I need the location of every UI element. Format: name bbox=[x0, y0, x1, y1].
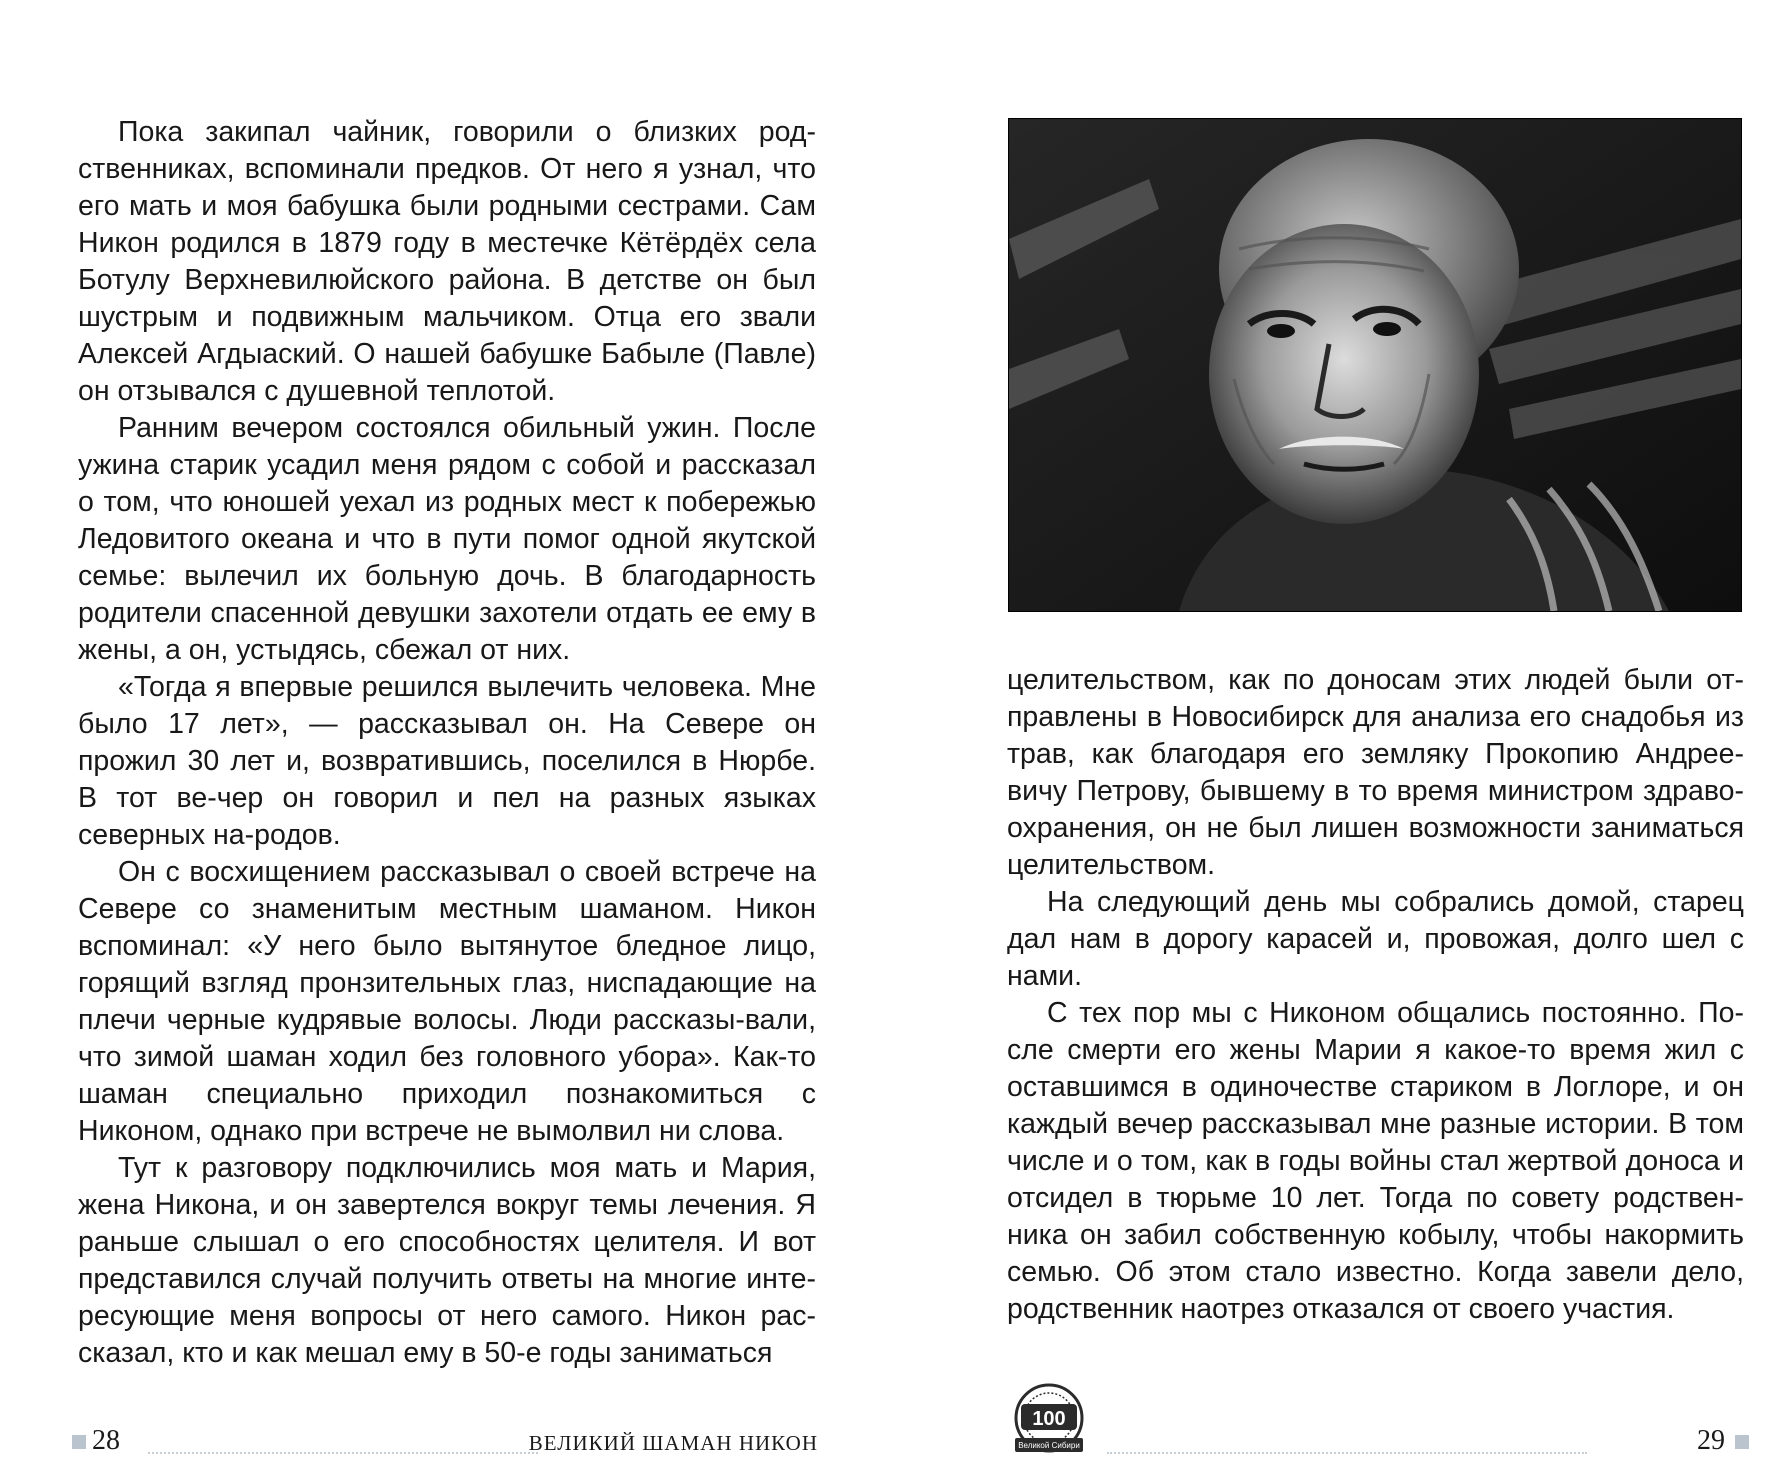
footer-rule bbox=[148, 1452, 538, 1454]
paragraph: Пока закипал чайник, говорили о близких род-ственниках, вспоминали предков. От него я узнал, что его мать и моя бабушка были родными сестрами. Сам Никон родился в 1879 году в местечке Кётёрдёх села Ботулу Верхневилюйского района. В детстве он был шустрым и подвижным мальчиком. Отца его звали Алексей Агдыаский. О нашей бабушке Бабыле (Павле) он отзывался с душевной теплотой. bbox=[78, 116, 816, 407]
square-marker-icon bbox=[72, 1435, 86, 1449]
left-page-body bbox=[78, 114, 816, 1372]
series-logo-number: 100 bbox=[1032, 1408, 1066, 1430]
right-page bbox=[884, 0, 1769, 1481]
paragraph: На следующий день мы собрались домой, старец дал нам в дорогу карасей и, провожая, долго шел с нами. bbox=[1007, 886, 1744, 992]
running-head: ВЕЛИКИЙ ШАМАН НИКОН bbox=[528, 1431, 818, 1455]
square-marker-icon bbox=[1735, 1435, 1749, 1449]
left-footer bbox=[78, 1424, 818, 1458]
page-number: 28 bbox=[92, 1425, 120, 1456]
paragraph: Тут к разговору подключились моя мать и Мария, жена Никона, и он завертелся вокруг темы лечения. Я раньше слышал о его способностях целителя. И вот представился случай получить ответы на многие инте-ресующие меня вопросы от него самого. Никон рас-сказал, кто и как мешал ему в 50-е годы заниматься bbox=[78, 1152, 816, 1369]
portrait-icon bbox=[1009, 119, 1741, 611]
series-logo-text: Великой Сибири bbox=[1018, 1441, 1080, 1450]
paragraph: «Тогда я впервые решился вылечить человека. Мне было 17 лет», — рассказывал он. На Севере он прожил 30 лет и, возвратившись, поселился в Нюрбе. В тот ве-чер он говорил и пел на разных языках северных на-родов. bbox=[78, 671, 816, 851]
photo-portrait bbox=[1008, 118, 1742, 612]
right-page-body bbox=[1007, 662, 1744, 1328]
footer-rule bbox=[1107, 1452, 1587, 1454]
series-100-logo bbox=[1007, 1382, 1103, 1458]
paragraph: С тех пор мы с Никоном общались постоянно. По-сле смерти его жены Марии я какое-то время жил с оставшимся в одиночестве стариком в Логлоре, и он каждый вечер рассказывал мне разные истории. В том числе и о том, как в годы войны стал жертвой доноса и отсидел в тюрьме 10 лет. Тогда по совету родствен-ника он забил собственную кобылу, чтобы накормить семью. Об этом стало известно. Когда завели дело, родственник наотрез отказался от своего участия. bbox=[1007, 997, 1744, 1325]
paragraph: целительством, как по доносам этих людей были от-правлены в Новосибирск для анализа его снадобья из трав, как благодаря его земляку Прокопию Андрее-вичу Петрову, бывшему в то время министром здраво-охранения, он не был лишен возможности заниматься целительством. bbox=[1007, 664, 1744, 881]
left-page bbox=[0, 0, 884, 1481]
page-number: 29 bbox=[1697, 1425, 1725, 1456]
paragraph: Он с восхищением рассказывал о своей встрече на Севере со знаменитым местным шаманом. Никон вспоминал: «У него было вытянутое бледное лицо, горящий взгляд пронзительных глаз, ниспадающие на плечи черные кудрявые волосы. Люди рассказы-вали, что зимой шаман ходил без головного убора». Как-то шаман специально приходил познакомиться с Никоном, однако при встрече не вымолвил ни слова. bbox=[78, 856, 816, 1147]
paragraph: Ранним вечером состоялся обильный ужин. После ужина старик усадил меня рядом с собой и рассказал о том, что юношей уехал из родных мест к побережью Ледовитого океана и что в пути помог одной якутской семье: вылечил их больную дочь. В благодарность родители спасенной девушки захотели отдать ее ему в жены, а он, устыдясь, сбежал от них. bbox=[78, 412, 816, 666]
series-logo-icon bbox=[1007, 1382, 1103, 1458]
right-footer bbox=[1007, 1408, 1747, 1458]
